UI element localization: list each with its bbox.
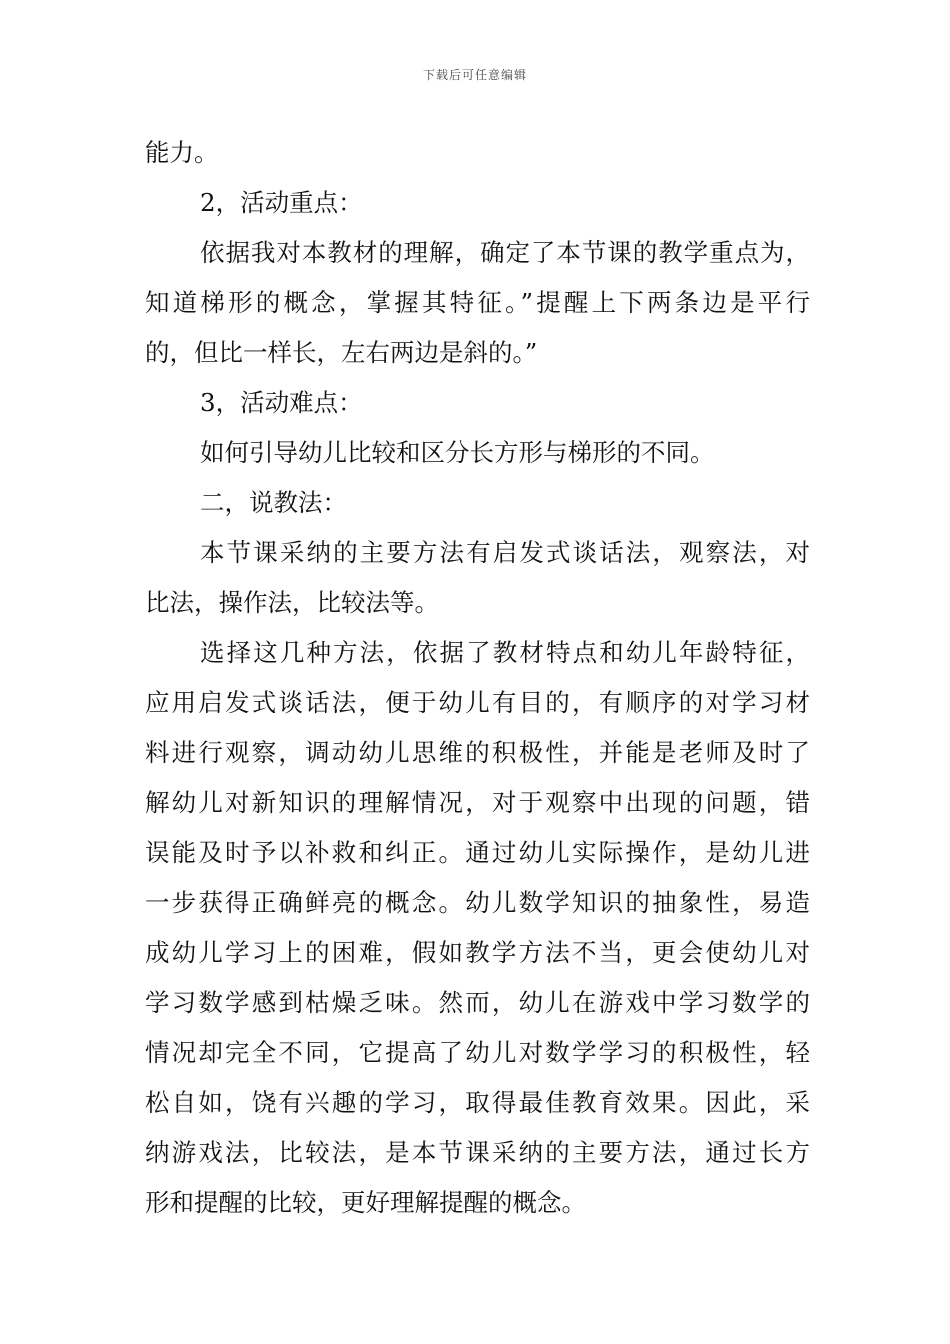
text-line: 纳游戏法，比较法，是本节课采纳的主要方法，通过长方: [145, 1138, 810, 1167]
text-line: 的，但比一样长，左右两边是斜的。”: [145, 338, 538, 367]
text-line: 误能及时予以补救和纠正。通过幼儿实际操作，是幼儿进: [145, 838, 810, 867]
text-line: 本节课采纳的主要方法有启发式谈话法，观察法，对: [200, 538, 810, 567]
text-line: 依据我对本教材的理解，确定了本节课的教学重点为，: [200, 238, 810, 267]
text-line: 如何引导幼儿比较和区分长方形与梯形的不同。: [200, 438, 715, 467]
text-line: 2，活动重点：: [200, 188, 363, 217]
text-line: 应用启发式谈话法，便于幼儿有目的，有顺序的对学习材: [145, 688, 810, 717]
document-body: [145, 128, 810, 1228]
text-line: 学习数学感到枯燥乏味。然而，幼儿在游戏中学习数学的: [145, 988, 810, 1017]
text-line: 解幼儿对新知识的理解情况，对于观察中出现的问题，错: [145, 788, 810, 817]
text-line: 料进行观察，调动幼儿思维的积极性，并能是老师及时了: [145, 738, 810, 767]
text-line: 3，活动难点：: [200, 388, 363, 417]
text-line: 形和提醒的比较，更好理解提醒的概念。: [145, 1188, 586, 1217]
text-line: 比法，操作法，比较法等。: [145, 588, 439, 617]
page-header: 下载后可任意编辑: [422, 68, 527, 82]
text-line: 一步获得正确鲜亮的概念。幼儿数学知识的抽象性，易造: [145, 888, 810, 917]
text-line: 能力。: [145, 138, 219, 167]
text-line: 二，说教法：: [200, 488, 347, 517]
text-line: 松自如，饶有兴趣的学习，取得最佳教育效果。因此，采: [145, 1088, 810, 1117]
text-line: 成幼儿学习上的困难，假如教学方法不当，更会使幼儿对: [145, 938, 810, 967]
text-line: 选择这几种方法，依据了教材特点和幼儿年龄特征，: [200, 638, 810, 667]
text-line: 情况却完全不同，它提高了幼儿对数学学习的积极性，轻: [145, 1038, 810, 1067]
text-line: 知道梯形的概念，掌握其特征。”提醒上下两条边是平行: [145, 288, 810, 317]
